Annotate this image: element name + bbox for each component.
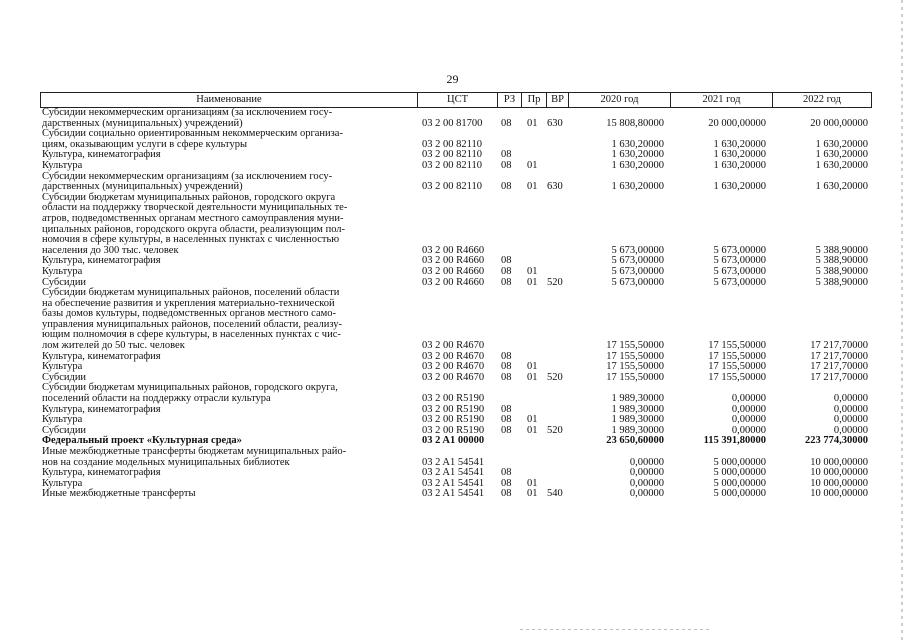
cell-y2022: 17 217,70000	[810, 350, 868, 362]
cell-name: Субсидии бюджетам муниципальных районов, городского округа области на поддержку творческой деятельности муниципальных те- атров, подведомственных органам местного самоуправления муни- ципальных районов, городского округа области, реализующим пол- номочия в сфере культуры, в населенных пунктах с численностью населения до 300 тыс. человек	[42, 191, 348, 256]
cell-y2020: 5 673,00000	[611, 244, 664, 256]
cell-pr: 01	[527, 477, 538, 489]
cell-cst: 03 2 A1 54541	[422, 488, 485, 500]
cell-y2021: 5 673,00000	[713, 265, 766, 277]
cell-y2022: 1 630,20000	[815, 159, 868, 171]
cell-name: Иные межбюджетные трансферты бюджетам муниципальных райо- нов на создание модельных муниципальных библиотек	[42, 446, 347, 468]
cell-y2021: 1 630,20000	[713, 138, 766, 150]
cell-rz: 08	[501, 350, 512, 362]
cell-rz: 08	[501, 467, 512, 479]
cell-name: Культура, кинематография	[42, 255, 161, 267]
cell-pr: 01	[527, 488, 538, 500]
header-vr: ВР	[546, 93, 568, 107]
cell-rz: 08	[501, 265, 512, 277]
cell-y2021: 5 000,00000	[713, 488, 766, 500]
table-header	[40, 92, 872, 108]
cell-y2020: 1 989,30000	[611, 414, 664, 426]
cell-y2021: 5 000,00000	[713, 456, 766, 468]
cell-y2021: 17 155,50000	[708, 371, 766, 383]
cell-name: Культура	[42, 265, 83, 277]
cell-y2022: 1 630,20000	[815, 181, 868, 193]
cell-y2022: 5 388,90000	[815, 276, 868, 288]
table-body	[40, 108, 872, 500]
cell-y2021: 0,00000	[731, 424, 766, 436]
cell-rz: 08	[501, 255, 512, 267]
cell-name: Субсидии некоммерческим организациям (за исключением госу- дарственных (муниципальных) учреждений)	[42, 170, 333, 193]
cell-rz: 08	[501, 371, 512, 383]
cell-name: Культура	[42, 361, 83, 373]
cell-vr: 630	[547, 117, 563, 129]
table-row	[40, 267, 872, 278]
cell-pr: 01	[527, 276, 538, 288]
table-row	[40, 447, 872, 468]
cell-cst: 03 2 00 R5190	[422, 393, 485, 405]
cell-name: Субсидии некоммерческим организациям (за исключением госу- дарственных (муниципальных) учреждений)	[42, 107, 333, 129]
cell-y2022: 0,00000	[833, 414, 868, 426]
cell-cst: 03 2 00 R4660	[422, 276, 485, 288]
header-2020: 2020 год	[568, 93, 670, 107]
cell-cst: 03 2 00 R4670	[422, 350, 485, 362]
cell-y2021: 0,00000	[731, 393, 766, 405]
table-row	[40, 129, 872, 150]
cell-cst: 03 2 00 R4670	[422, 361, 485, 373]
cell-rz: 08	[501, 403, 512, 415]
cell-y2021: 5 000,00000	[713, 477, 766, 489]
cell-name: Субсидии бюджетам муниципальных районов, городского округа, поселений области на поддержку отрасли культура	[42, 382, 338, 405]
cell-y2022: 10 000,00000	[810, 467, 868, 479]
cell-name: Субсидии	[42, 371, 87, 383]
cell-name: Культура	[42, 477, 83, 489]
cell-y2022: 0,00000	[833, 424, 868, 436]
cell-cst: 03 2 00 82110	[422, 138, 482, 150]
cell-y2022: 17 217,70000	[810, 340, 868, 352]
page-number: 29	[446, 72, 459, 86]
cell-cst: 03 2 00 R5190	[422, 414, 485, 426]
cell-y2020: 0,00000	[629, 467, 664, 479]
cell-y2021: 20 000,00000	[708, 117, 766, 129]
cell-y2021: 1 630,20000	[713, 159, 766, 171]
cell-cst: 03 2 A1 54541	[422, 467, 485, 479]
cell-y2020: 17 155,50000	[606, 361, 664, 373]
cell-y2021: 17 155,50000	[708, 340, 766, 352]
cell-name: Субсидии	[42, 424, 87, 436]
cell-rz: 08	[501, 181, 512, 193]
cell-cst: 03 2 00 82110	[422, 159, 482, 171]
cell-y2020: 1 989,30000	[611, 403, 664, 415]
cell-y2021: 17 155,50000	[708, 361, 766, 373]
cell-name: Федеральный проект «Культурная среда»	[42, 435, 242, 447]
cell-y2021: 17 155,50000	[708, 350, 766, 362]
cell-y2022: 223 774,30000	[805, 435, 868, 447]
table-row	[40, 161, 872, 172]
cell-y2021: 115 391,80000	[703, 435, 766, 447]
cell-rz: 08	[501, 414, 512, 426]
table-row	[40, 108, 872, 129]
cell-y2022: 20 000,00000	[810, 117, 868, 129]
cell-y2022: 5 388,90000	[815, 244, 868, 256]
table-row	[40, 172, 872, 193]
cell-y2022: 1 630,20000	[815, 149, 868, 161]
cell-pr: 01	[527, 371, 538, 383]
budget-table	[40, 92, 872, 500]
cell-y2021: 1 630,20000	[713, 181, 766, 193]
header-2022: 2022 год	[772, 93, 872, 107]
cell-pr: 01	[527, 117, 538, 129]
cell-name: Культура, кинематография	[42, 403, 161, 415]
cell-rz: 08	[501, 117, 512, 129]
cell-cst: 03 2 00 R4660	[422, 244, 485, 256]
table-row	[40, 288, 872, 352]
cell-y2020: 5 673,00000	[611, 276, 664, 288]
cell-vr: 520	[547, 276, 563, 288]
cell-y2021: 0,00000	[731, 414, 766, 426]
cell-name: Культура, кинематография	[42, 149, 161, 161]
cell-y2021: 5 000,00000	[713, 467, 766, 479]
cell-y2020: 17 155,50000	[606, 371, 664, 383]
cell-cst: 03 2 00 R5190	[422, 403, 485, 415]
cell-vr: 630	[547, 181, 563, 193]
scan-edge-right	[901, 0, 903, 640]
table-row	[40, 489, 872, 500]
cell-y2022: 10 000,00000	[810, 477, 868, 489]
cell-cst: 03 2 00 82110	[422, 181, 482, 193]
cell-name: Иные межбюджетные трансферты	[42, 488, 196, 500]
cell-pr: 01	[527, 361, 538, 373]
cell-name: Субсидии	[42, 276, 87, 288]
cell-cst: 03 2 00 R5190	[422, 424, 485, 436]
cell-y2022: 5 388,90000	[815, 255, 868, 267]
cell-y2021: 5 673,00000	[713, 276, 766, 288]
cell-y2022: 10 000,00000	[810, 456, 868, 468]
cell-rz: 08	[501, 361, 512, 373]
cell-y2022: 5 388,90000	[815, 265, 868, 277]
cell-y2020: 0,00000	[629, 488, 664, 500]
cell-cst: 03 2 A1 54541	[422, 456, 485, 468]
cell-rz: 08	[501, 424, 512, 436]
cell-y2020: 1 630,20000	[611, 181, 664, 193]
cell-cst: 03 2 00 R4670	[422, 340, 485, 352]
cell-pr: 01	[527, 424, 538, 436]
cell-vr: 540	[547, 488, 563, 500]
cell-cst: 03 2 00 R4660	[422, 265, 485, 277]
cell-y2022: 1 630,20000	[815, 138, 868, 150]
cell-y2020: 1 989,30000	[611, 393, 664, 405]
cell-pr: 01	[527, 414, 538, 426]
cell-name: Субсидии социально ориентированным некоммерческим организа- циям, оказывающим услуги в сфере культуры	[42, 128, 343, 150]
cell-y2020: 17 155,50000	[606, 350, 664, 362]
cell-name: Субсидии бюджетам муниципальных районов, поселений области на обеспечение развития и укрепления материально-технической базы домов культуры, подведомственных органов местного само- управления муниципальных районов, поселений области, реализу- ющим полномочия в сфере культуры, в населенных пунктах с чис- лом жителей до 50 тыс. человек	[42, 287, 343, 352]
cell-y2020: 1 630,20000	[611, 149, 664, 161]
cell-cst: 03 2 00 R4660	[422, 255, 485, 267]
cell-rz: 08	[501, 276, 512, 288]
cell-rz: 08	[501, 159, 512, 171]
header-cst: ЦСТ	[417, 93, 497, 107]
cell-y2020: 17 155,50000	[606, 340, 664, 352]
cell-y2021: 5 673,00000	[713, 255, 766, 267]
cell-y2021: 1 630,20000	[713, 149, 766, 161]
cell-y2020: 1 630,20000	[611, 159, 664, 171]
cell-y2020: 15 808,80000	[606, 117, 664, 129]
cell-cst: 03 2 00 R4670	[422, 371, 485, 383]
cell-y2022: 17 217,70000	[810, 371, 868, 383]
table-row	[40, 193, 872, 257]
cell-y2020: 5 673,00000	[611, 265, 664, 277]
cell-y2021: 5 673,00000	[713, 244, 766, 256]
cell-y2021: 0,00000	[731, 403, 766, 415]
cell-rz: 08	[501, 477, 512, 489]
cell-y2020: 0,00000	[629, 456, 664, 468]
cell-y2020: 1 630,20000	[611, 138, 664, 150]
cell-cst: 03 2 A1 00000	[422, 435, 485, 447]
cell-rz: 08	[501, 149, 512, 161]
cell-cst: 03 2 00 82110	[422, 149, 482, 161]
cell-cst: 03 2 00 81700	[422, 117, 483, 129]
cell-name: Культура, кинематография	[42, 350, 161, 362]
cell-pr: 01	[527, 159, 538, 171]
cell-name: Культура	[42, 159, 83, 171]
cell-y2020: 0,00000	[629, 477, 664, 489]
cell-y2020: 1 989,30000	[611, 424, 664, 436]
cell-vr: 520	[547, 424, 563, 436]
cell-y2022: 10 000,00000	[810, 488, 868, 500]
cell-y2022: 17 217,70000	[810, 361, 868, 373]
cell-rz: 08	[501, 488, 512, 500]
header-rz: РЗ	[497, 93, 521, 107]
cell-y2020: 5 673,00000	[611, 255, 664, 267]
cell-cst: 03 2 A1 54541	[422, 477, 485, 489]
cell-pr: 01	[527, 265, 538, 277]
cell-y2022: 0,00000	[833, 403, 868, 415]
cell-pr: 01	[527, 181, 538, 193]
cell-name: Культура, кинематография	[42, 467, 161, 479]
scan-artifact-bottom	[520, 629, 710, 630]
header-pr: Пр	[521, 93, 546, 107]
cell-y2022: 0,00000	[833, 393, 868, 405]
cell-y2020: 23 650,60000	[606, 435, 664, 447]
header-2021: 2021 год	[670, 93, 772, 107]
table-row	[40, 383, 872, 404]
cell-name: Культура	[42, 414, 83, 426]
header-name: Наименование	[40, 93, 417, 107]
cell-vr: 520	[547, 371, 563, 383]
